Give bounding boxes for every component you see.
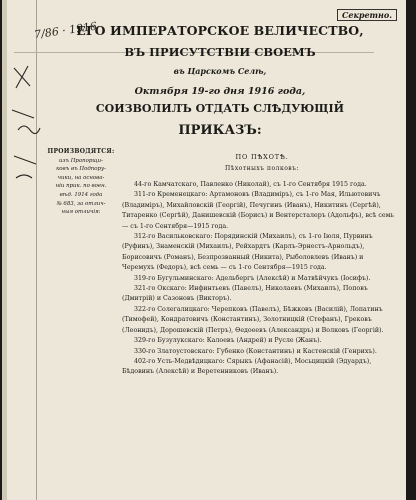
side-note: [42, 148, 120, 217]
side-note-line: вѣд. 1914 года: [59, 191, 103, 198]
section-infantry: ПО ПѢХОТѢ.: [235, 153, 289, 161]
title-location: въ Царскомъ Селѣ,: [173, 66, 267, 76]
order-paragraph: 311-го Кременецкаго: Артамоновъ (Владиміръ), съ 1-го Мая, Ильютовичъ (Владиміръ), Михайловскій (Георгій), Печугинъ (Иванъ), Никитинъ (Сергѣй), Титаренко (Сергѣй), Данишевскій (Борисъ) и Вентерсталеръ (Адольфъ), всѣ семь — съ 1-го Сентября—1915 года.: [122, 191, 394, 230]
order-paragraph: 330-го Златоустовскаго: Губенко (Константинъ) и Кастенскій (Генрихъ).: [134, 347, 377, 355]
side-note-line: изъ Прапорщи-: [59, 157, 103, 164]
side-note-line: ковъ въ Подпору-: [56, 166, 106, 173]
side-note-line: ніи прик. по воен.: [55, 183, 107, 190]
order-paragraph: 329-го Бузулукскаго: Калоевъ (Андрей) и Русле (Жанъ).: [134, 337, 322, 345]
title-presence: ВЪ ПРИСУТСТВІИ СВОЕМЪ: [124, 45, 316, 59]
side-note-line: чики, на основа-: [57, 174, 105, 181]
order-paragraph: 321-го Окскаго: Инфинтьевъ (Павелъ), Николаевъ (Михаилъ), Поповъ (Дмитрій) и Сазоновъ (Викторъ).: [122, 285, 368, 303]
title-majesty: ЕГО ИМПЕРАТОРСКОЕ ВЕЛИЧЕСТВО,: [76, 23, 364, 38]
handwritten-marks: [8, 60, 42, 190]
order-paragraph: 319-го Бугульминскаго: Адельбергъ (Алексѣй) и Матвѣйчукъ (Іосифъ).: [134, 274, 371, 282]
title-date: Октября 19-го дня 1916 года,: [134, 86, 306, 97]
side-note-heading: ПРОИЗВОДЯТСЯ:: [47, 148, 115, 155]
handwritten-annotation: 7/86 · 1916: [33, 19, 98, 42]
binding-gutter: [2, 0, 7, 500]
order-paragraph: 322-го Солегалицкаго: Черепковъ (Павелъ), Бѣжковъ (Василій), Лопатинъ (Тимофей), Кондратовичъ (Константинъ), Золотницкій (Стефанъ), Грековъ (Леонидъ), Дорошевскій (Петръ), Ѳедоеевъ (Александръ) и Волковъ (Георгій).: [122, 305, 384, 334]
secret-stamp: Секретно.: [337, 9, 397, 21]
side-note-line: № 683, за отлич-: [56, 200, 106, 207]
order-paragraph: 402-го Усть-Медвѣдицкаго: Сярыкъ (Афанасій), Мосьцицкій (Эдуардъ), Бѣдовинъ (Алексѣй) и Веретенниковъ (Иванъ).: [122, 357, 372, 376]
section-regiments: Пѣхотныхъ полковъ:: [224, 165, 300, 172]
title-deigned: СОИЗВОЛИЛЪ ОТДАТЬ СЛѢДУЮЩІЙ: [95, 102, 345, 115]
order-paragraph: 312-го Васильковскаго: Порядинскій (Михаилъ), съ 1-го Іюля, Пурвинъ (Руфинъ), Знаменскій (Михаилъ), Рейхардтъ (Карлъ-Эрнестъ-Арнольдъ), Борисовичъ (Романъ), Безпрозванный (Никита), Рыболовлевъ (Иванъ) и Черемухъ (Федоръ), всѣ семь — съ 1-го Сентября—1915 года.: [122, 233, 373, 272]
title-order: ПРИКАЗЪ:: [178, 123, 262, 138]
order-body: [122, 180, 394, 378]
order-paragraph: 44-го Камчатскаго, Павленко (Николай), съ 1-го Сентября 1915 года.: [134, 181, 367, 188]
side-note-line: ныя отличія:: [61, 209, 101, 216]
